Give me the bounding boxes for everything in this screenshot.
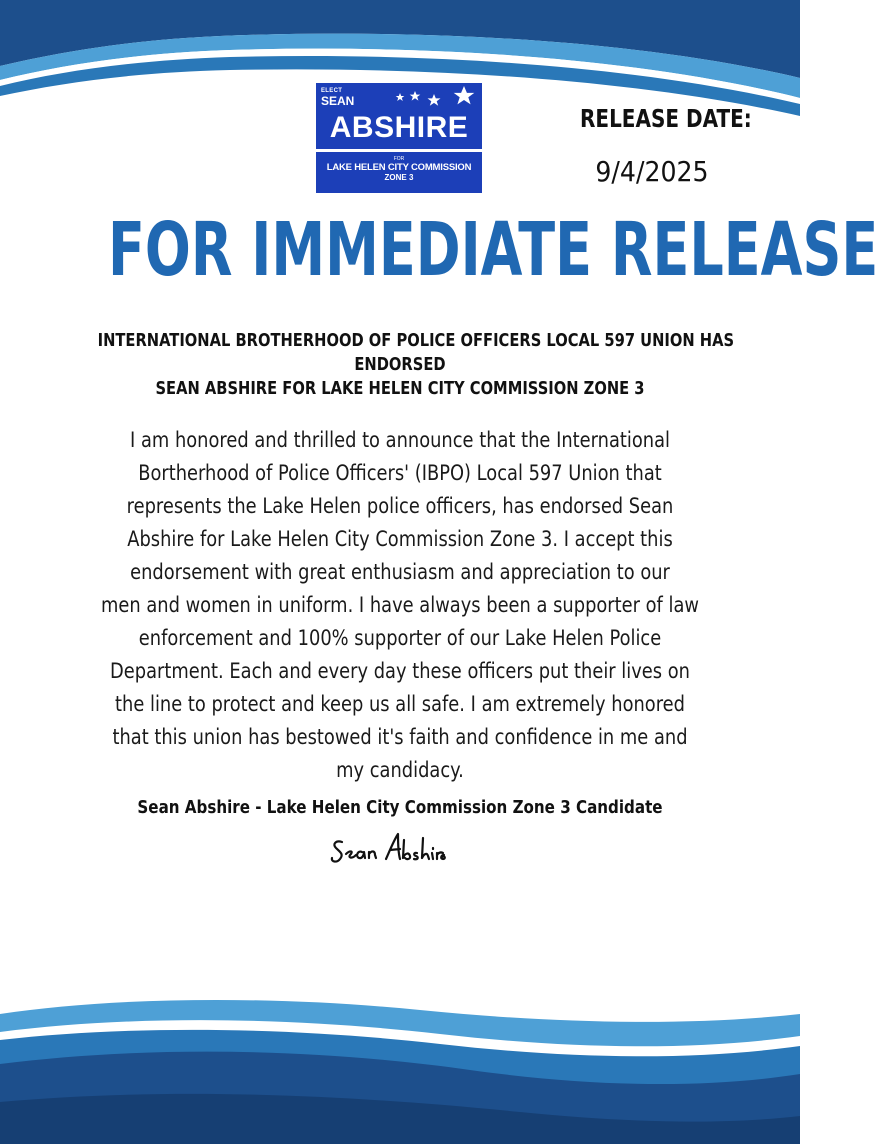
body-line: Bortherhood of Police Officers' (IBPO) Local 597 Union that bbox=[138, 461, 662, 486]
release-date-value: 9/4/2025 bbox=[595, 155, 709, 188]
subhead-line: INTERNATIONAL BROTHERHOOD OF POLICE OFFICERS LOCAL 597 UNION HAS bbox=[97, 331, 735, 351]
body-line: the line to protect and keep us all safe. I am extremely honored bbox=[115, 692, 685, 717]
body-line: Abshire for Lake Helen City Commission Zone 3. I accept this bbox=[127, 527, 673, 552]
body-line: men and women in uniform. I have always been a supporter of law bbox=[100, 593, 699, 618]
page-title: FOR IMMEDIATE RELEASE bbox=[108, 207, 878, 293]
logo-last-name: ABSHIRE bbox=[329, 111, 469, 144]
logo-elect-text: ELECT bbox=[321, 88, 343, 94]
body-line: endorsement with great enthusiasm and appreciation to our bbox=[130, 560, 670, 585]
star-icon bbox=[316, 83, 482, 113]
subhead-line: SEAN ABSHIRE FOR LAKE HELEN CITY COMMISSION ZONE 3 bbox=[155, 379, 645, 399]
body-line: I am honored and thrilled to announce that the International bbox=[130, 428, 670, 453]
body-line: represents the Lake Helen police officers, has endorsed Sean bbox=[126, 494, 674, 519]
logo-zone-text: ZONE 3 bbox=[384, 173, 414, 182]
logo-first-name: SEAN bbox=[321, 94, 355, 108]
subhead-line: ENDORSED bbox=[354, 355, 446, 375]
campaign-logo bbox=[316, 83, 482, 193]
logo-office-text: LAKE HELEN CITY COMMISSION bbox=[326, 162, 472, 173]
body-line: my candidacy. bbox=[336, 758, 464, 783]
body-line: that this union has bestowed it's faith and confidence in me and bbox=[112, 725, 688, 750]
release-date-label: RELEASE DATE: bbox=[580, 104, 752, 133]
press-release-body bbox=[30, 424, 770, 787]
signature-icon bbox=[328, 828, 448, 872]
logo-office-panel bbox=[316, 152, 482, 193]
press-release-subhead bbox=[40, 329, 760, 401]
body-line: Department. Each and every day these officers put their lives on bbox=[110, 659, 690, 684]
logo-name-panel bbox=[316, 83, 482, 149]
bottom-wave-decoration bbox=[0, 974, 800, 1144]
body-line: enforcement and 100% supporter of our Lake Helen Police bbox=[138, 626, 662, 651]
candidate-signoff: Sean Abshire - Lake Helen City Commission Zone 3 Candidate bbox=[137, 797, 663, 818]
logo-for-text: FOR bbox=[393, 156, 405, 162]
